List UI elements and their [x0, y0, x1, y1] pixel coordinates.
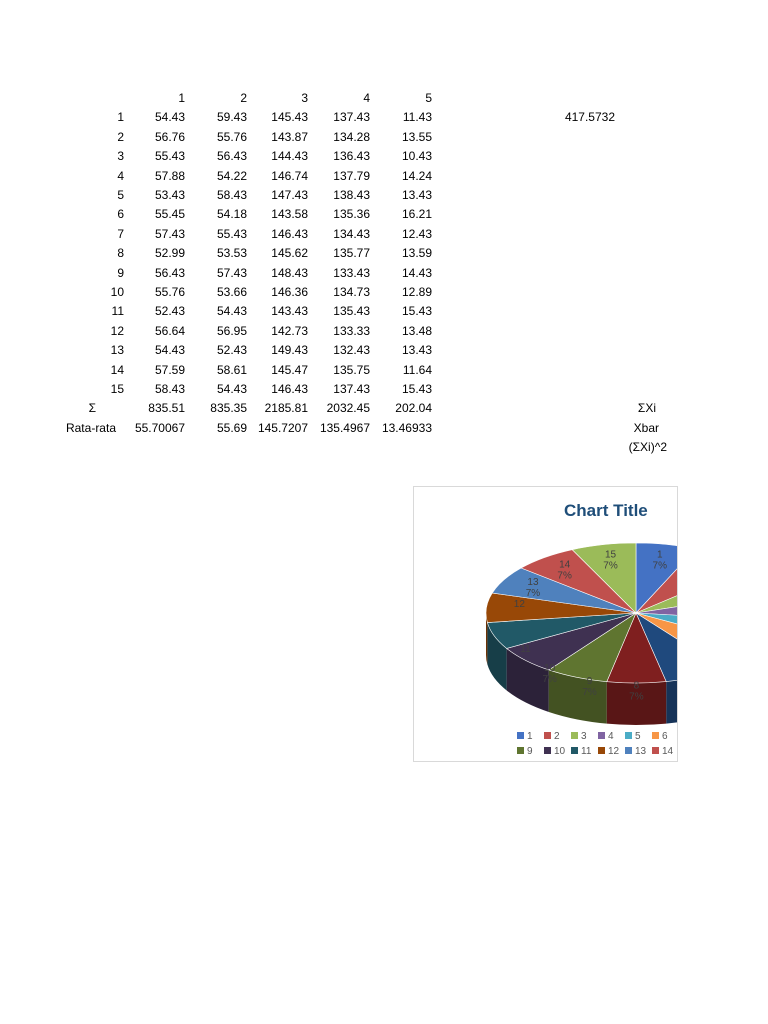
row-label[interactable]: 13: [110, 343, 124, 358]
legend-item[interactable]: [544, 746, 565, 758]
sum-xi-label[interactable]: ΣXi: [637, 401, 656, 416]
legend-swatch: [598, 732, 605, 739]
mean-cell[interactable]: 13.46933: [381, 420, 432, 435]
table-cell[interactable]: 56.43: [216, 149, 247, 164]
legend-item[interactable]: [517, 731, 533, 743]
row-label[interactable]: 9: [117, 265, 124, 280]
table-cell[interactable]: 146.43: [271, 226, 308, 241]
row-label[interactable]: 15: [110, 382, 124, 396]
table-cell[interactable]: 13.43: [401, 188, 432, 202]
table-cell[interactable]: 142.73: [271, 323, 308, 338]
table-cell[interactable]: 52.99: [154, 246, 185, 261]
column-header[interactable]: 5: [425, 91, 432, 105]
table-cell[interactable]: 13.59: [401, 246, 432, 261]
table-cell[interactable]: 145.62: [271, 246, 308, 261]
column-header[interactable]: 4: [363, 91, 370, 105]
pie-data-label: 11: [520, 644, 531, 656]
legend-label: 14: [662, 746, 674, 757]
sum-cell[interactable]: 2032.45: [326, 401, 370, 416]
chart-title[interactable]: Chart Title: [564, 501, 648, 520]
table-cell[interactable]: 57.88: [154, 168, 185, 183]
table-cell[interactable]: 14.43: [401, 265, 432, 280]
table-cell[interactable]: 57.59: [154, 362, 185, 377]
legend-label: 9: [527, 746, 533, 757]
table-cell[interactable]: 133.33: [333, 323, 370, 338]
table-cell[interactable]: 53.43: [154, 188, 185, 202]
row-label[interactable]: 2: [117, 129, 124, 144]
legend-swatch: [544, 732, 551, 739]
table-cell[interactable]: 144.43: [271, 149, 308, 164]
table-cell[interactable]: 135.43: [333, 304, 370, 319]
legend-label: 2: [554, 731, 560, 742]
column-header[interactable]: 3: [301, 91, 308, 105]
table-cell[interactable]: 135.36: [333, 207, 370, 222]
row-label[interactable]: 7: [117, 226, 124, 241]
table-cell[interactable]: 55.76: [216, 129, 247, 144]
legend-swatch: [571, 747, 578, 754]
legend-label: 10: [554, 746, 566, 757]
table-cell[interactable]: 146.43: [271, 382, 308, 396]
table-cell[interactable]: 137.79: [333, 168, 370, 183]
row-label[interactable]: 10: [110, 285, 124, 299]
pie-data-label: 12: [513, 598, 525, 610]
table-cell[interactable]: 53.53: [216, 246, 247, 261]
table-cell[interactable]: 54.22: [216, 168, 247, 183]
table-cell[interactable]: 58.61: [216, 362, 247, 377]
legend-swatch: [652, 732, 659, 739]
table-cell[interactable]: 12.89: [401, 285, 432, 299]
xbar-label[interactable]: Xbar: [633, 420, 659, 435]
row-label[interactable]: 1: [117, 110, 124, 125]
row-label[interactable]: 12: [110, 323, 124, 338]
table-cell[interactable]: 146.74: [271, 168, 308, 183]
legend-label: 6: [662, 731, 668, 742]
table-cell[interactable]: 138.43: [333, 188, 370, 202]
table-cell[interactable]: 55.43: [216, 226, 247, 241]
legend-item[interactable]: [598, 731, 614, 743]
pie-data-label: 9 7%: [582, 676, 597, 699]
table-cell[interactable]: 54.43: [216, 382, 247, 396]
table-cell[interactable]: 134.43: [333, 226, 370, 241]
table-cell[interactable]: 135.75: [333, 362, 370, 377]
legend-label: 12: [608, 746, 620, 757]
mean-cell[interactable]: 55.70067: [134, 420, 185, 435]
mean-cell[interactable]: 55.69: [216, 420, 247, 435]
table-cell[interactable]: 55.45: [154, 207, 185, 222]
table-cell[interactable]: 58.43: [216, 188, 247, 202]
legend-item[interactable]: [652, 746, 673, 758]
legend-label: 11: [581, 746, 592, 757]
table-cell[interactable]: 145.47: [271, 362, 308, 377]
sum-xi-squared-label[interactable]: (ΣXi)^2: [628, 440, 667, 455]
legend-swatch: [517, 747, 524, 754]
table-cell[interactable]: 149.43: [271, 343, 308, 358]
sum-label[interactable]: Σ: [88, 401, 96, 416]
pie-data-label: 14 7%: [557, 559, 572, 582]
pie-data-label: 1 7%: [652, 549, 668, 572]
table-cell[interactable]: 135.77: [333, 246, 370, 261]
sum-cell[interactable]: 835.51: [148, 401, 185, 416]
column-header[interactable]: 2: [240, 91, 247, 105]
table-cell[interactable]: 10.43: [401, 149, 432, 164]
pie-data-label: 10 7%: [542, 662, 557, 685]
legend-label: 13: [635, 746, 647, 757]
table-cell[interactable]: 136.43: [333, 149, 370, 164]
legend-swatch: [517, 732, 524, 739]
table-cell[interactable]: 15.43: [401, 382, 432, 396]
table-cell[interactable]: 14.24: [401, 168, 432, 183]
sum-cell[interactable]: 2185.81: [264, 401, 308, 416]
side-value[interactable]: 417.5732: [564, 110, 615, 125]
row-label[interactable]: 14: [110, 362, 124, 377]
table-cell[interactable]: 54.18: [216, 207, 247, 222]
table-cell[interactable]: 12.43: [401, 226, 432, 241]
table-cell[interactable]: 137.43: [333, 110, 370, 125]
pie-data-label: 8 7%: [629, 680, 644, 703]
row-label[interactable]: 5: [117, 188, 124, 202]
pie-data-label: 13 7%: [525, 577, 541, 600]
table-cell[interactable]: 52.43: [154, 304, 185, 319]
table-cell[interactable]: 56.95: [216, 323, 247, 338]
legend-label: 1: [527, 731, 533, 742]
table-cell[interactable]: 54.43: [154, 343, 185, 358]
legend-swatch: [652, 747, 659, 754]
table-cell[interactable]: 13.43: [401, 343, 432, 358]
mean-cell[interactable]: 145.7207: [257, 420, 308, 435]
mean-label[interactable]: Rata-rata: [65, 420, 116, 435]
table-cell[interactable]: 11.43: [402, 110, 432, 125]
table-cell[interactable]: 54.43: [216, 304, 247, 319]
legend-item[interactable]: [571, 731, 587, 743]
table-cell[interactable]: 134.28: [333, 129, 370, 144]
column-header[interactable]: 1: [178, 91, 185, 105]
legend-item[interactable]: [517, 746, 533, 758]
table-cell[interactable]: 56.76: [154, 129, 185, 144]
sum-cell[interactable]: 202.04: [395, 401, 432, 416]
legend-item[interactable]: [625, 746, 646, 758]
table-cell[interactable]: 145.43: [271, 110, 308, 125]
table-cell[interactable]: 56.43: [154, 265, 185, 280]
sum-cell[interactable]: 835.35: [210, 401, 247, 416]
table-cell[interactable]: 57.43: [154, 226, 185, 241]
table-cell[interactable]: 13.55: [401, 129, 432, 144]
table-cell[interactable]: 132.43: [333, 343, 370, 358]
table-cell[interactable]: 59.43: [216, 110, 247, 125]
pie-plot: [414, 487, 678, 762]
table-cell[interactable]: 146.36: [271, 285, 308, 299]
legend-label: 3: [581, 731, 587, 742]
mean-cell[interactable]: 135.4967: [319, 420, 370, 435]
legend-swatch: [625, 747, 632, 754]
table-cell[interactable]: 134.73: [333, 285, 370, 299]
table-cell[interactable]: 57.43: [216, 265, 247, 280]
legend-swatch: [571, 732, 578, 739]
legend-swatch: [598, 747, 605, 754]
row-label[interactable]: 11: [111, 304, 124, 319]
table-cell[interactable]: 143.43: [271, 304, 308, 319]
table-cell[interactable]: 16.21: [401, 207, 432, 222]
table-cell[interactable]: 56.64: [154, 323, 185, 338]
table-cell[interactable]: 148.43: [271, 265, 308, 280]
pie-data-label: 15 7%: [603, 549, 618, 572]
row-label[interactable]: 4: [117, 168, 124, 183]
table-cell[interactable]: 55.43: [154, 149, 185, 164]
table-cell[interactable]: 15.43: [401, 304, 432, 319]
legend-item[interactable]: [598, 746, 619, 758]
table-cell[interactable]: 55.76: [154, 285, 185, 299]
row-label[interactable]: 3: [117, 149, 124, 164]
pie-chart[interactable]: [413, 486, 678, 762]
legend-item[interactable]: [571, 746, 591, 758]
table-cell[interactable]: 11.64: [402, 362, 432, 377]
legend-item[interactable]: [652, 731, 668, 743]
table-cell[interactable]: 13.48: [401, 323, 432, 338]
row-label[interactable]: 6: [117, 207, 124, 222]
table-cell[interactable]: 147.43: [271, 188, 308, 202]
table-cell[interactable]: 54.43: [154, 110, 185, 125]
row-label[interactable]: 8: [117, 246, 124, 261]
table-cell[interactable]: 143.87: [271, 129, 308, 144]
table-cell[interactable]: 53.66: [216, 285, 247, 299]
legend-swatch: [544, 747, 551, 754]
table-cell[interactable]: 52.43: [216, 343, 247, 358]
legend-item[interactable]: [544, 731, 560, 743]
table-cell[interactable]: 133.43: [333, 265, 370, 280]
legend-label: 4: [608, 731, 614, 742]
table-cell[interactable]: 143.58: [271, 207, 308, 222]
table-cell[interactable]: 137.43: [333, 382, 370, 396]
legend-item[interactable]: [625, 731, 641, 743]
table-cell[interactable]: 58.43: [154, 382, 185, 396]
legend-swatch: [625, 732, 632, 739]
legend-label: 5: [635, 731, 641, 742]
